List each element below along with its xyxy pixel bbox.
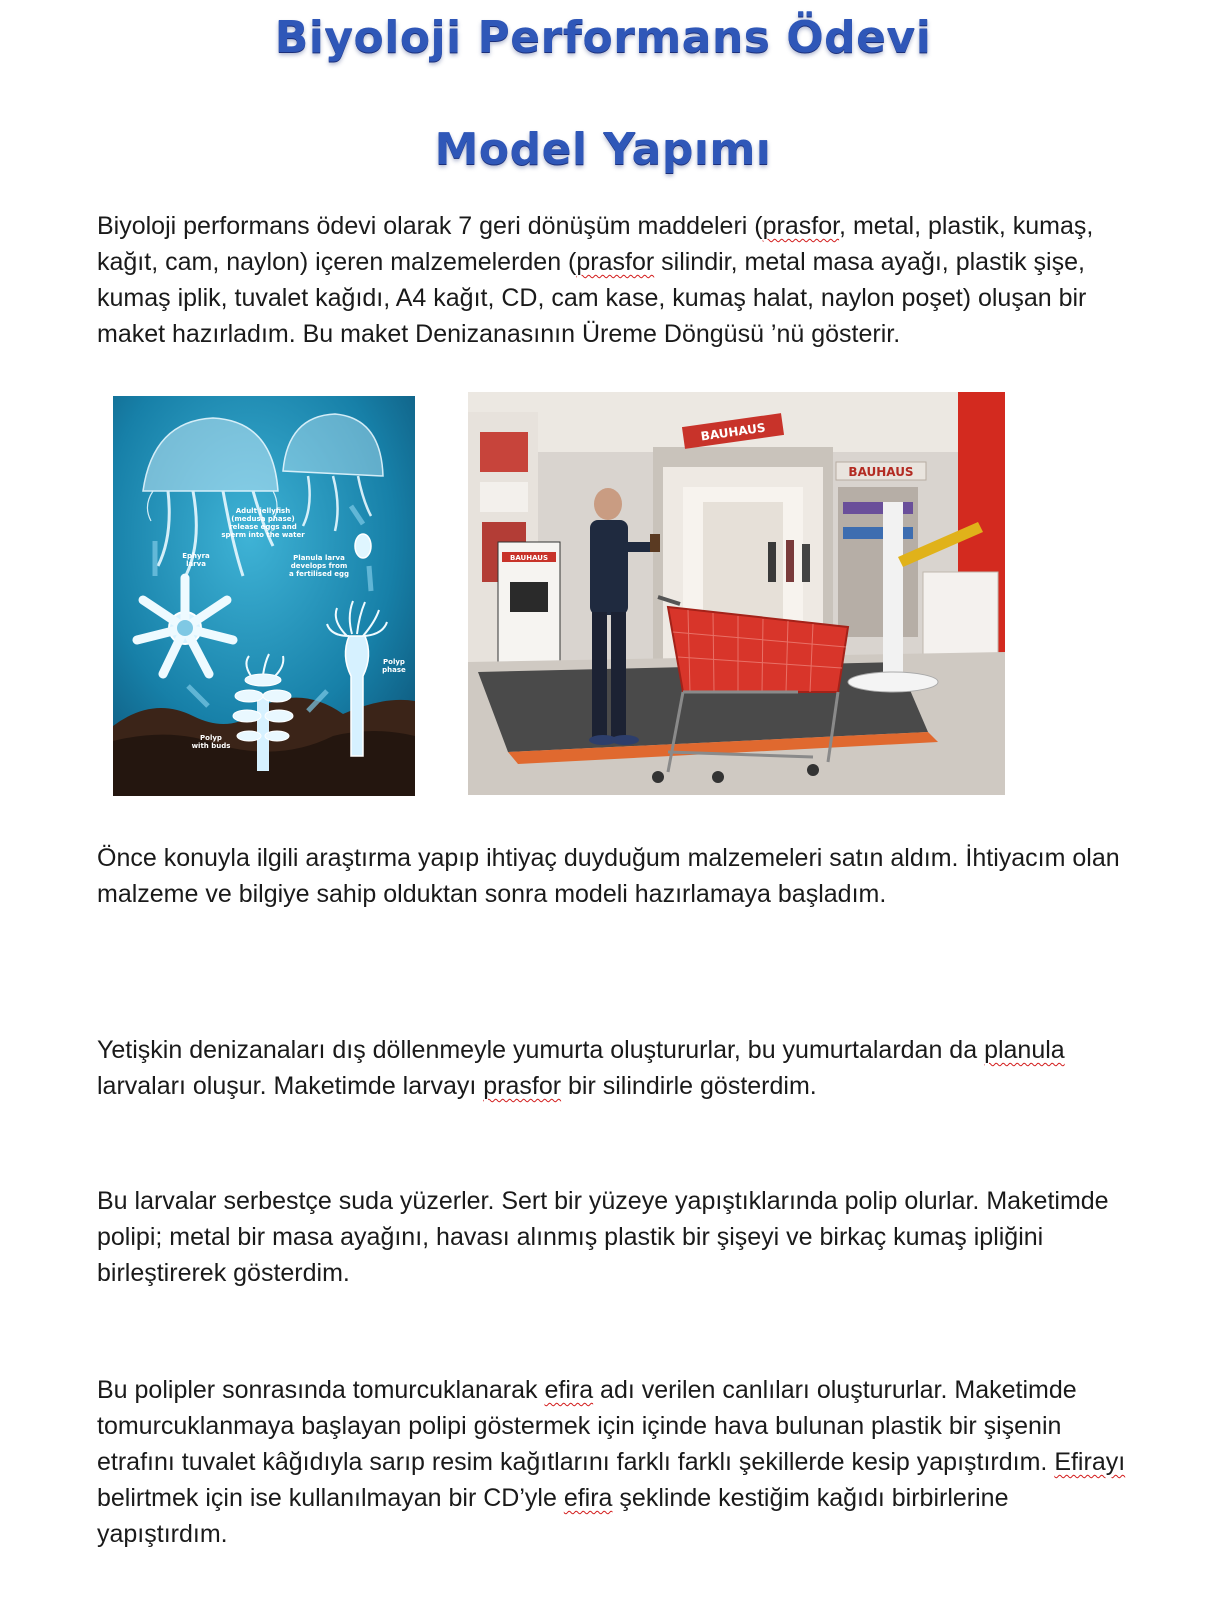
para5-text-1: Bu polipler sonrasında tomurcuklanarak	[97, 1376, 545, 1404]
label-polyp-phase-2: phase	[382, 666, 406, 674]
para5-text-2: adı verilen canlıları oluştururlar. Maketimde tomurcuklanmaya başlayan polipi göstermek için içinde hava bulunan plastik bir şişenin etrafını tuvalet kâğıdıyla sarıp resim kağıtlarını farklı farklı şekillerde kesip yapıştırdım.	[97, 1376, 1077, 1476]
misspelled-word: prasfor	[762, 212, 840, 240]
intro-text-3: silindir, metal masa ayağı, plastik şişe, kumaş iplik, tuvalet kağıdı, A4 kağıt, CD, cam kase, kumaş halat, naylon poşet) oluşan bir maket hazırladım. Bu maket Denizanasının Üreme Döngüsü ’nü gösterir.	[97, 248, 1087, 348]
label-adult-2: (medusa phase)	[231, 515, 295, 523]
para5-text-4: şeklinde kestiğim kağıdı birbirlerine yapıştırdım.	[97, 1484, 1009, 1548]
paragraph-research: Önce konuyla ilgili araştırma yapıp ihtiyaç duyduğum malzemeleri satın aldım. İhtiyacım olan malzeme ve bilgiye sahip olduktan sonra modeli hazırlamaya başladım.	[97, 844, 1120, 908]
label-ephyra-1: Ephyra	[182, 552, 210, 560]
label-adult-3: release eggs and	[229, 523, 297, 531]
para5-text-3: belirtmek için ise kullanılmayan bir CD’yle	[97, 1484, 564, 1512]
misspelled-word: efira	[563, 1484, 613, 1512]
misspelled-word: Efirayı	[1054, 1448, 1126, 1476]
label-adult-4: sperm into the water	[221, 531, 305, 539]
para3-text-1: Yetişkin denizanaları dış döllenmeyle yumurta oluştururlar, bu yumurtalardan da	[97, 1036, 985, 1064]
label-polyp-phase-1: Polyp	[383, 658, 405, 666]
document-subtitle: Model Yapımı	[434, 124, 772, 175]
label-planula-3: a fertilised egg	[288, 570, 350, 578]
para3-text-2: larvaları oluşur. Maketimde larvayı	[97, 1072, 484, 1100]
intro-text-2: , metal, plastik, kumaş, kağıt, cam, naylon) içeren malzemelerden (	[97, 212, 1094, 276]
misspelled-word: planula	[984, 1036, 1065, 1064]
jellyfish-lifecycle-diagram	[113, 396, 415, 796]
paragraph-ephyra	[97, 1372, 1137, 1552]
bauhaus-sign-board: BAUHAUS	[509, 554, 549, 562]
label-planula-2: develops from	[290, 562, 348, 570]
intro-text-1: Biyoloji performans ödevi olarak 7 geri dönüşüm maddeleri (	[97, 212, 763, 240]
bauhaus-sign-top: BAUHAUS	[699, 420, 767, 444]
bauhaus-sign-right: BAUHAUS	[848, 465, 914, 479]
store-photo	[468, 392, 1005, 795]
label-planula-1: Planula larva	[293, 554, 345, 562]
misspelled-word: prasfor	[576, 248, 655, 276]
para3-text-3: bir silindirle gösterdim.	[561, 1072, 817, 1100]
intro-paragraph	[97, 208, 1137, 352]
label-polyp-buds-1: Polyp	[200, 734, 222, 742]
label-polyp-buds-2: with buds	[191, 742, 231, 750]
label-ephyra-2: larva	[186, 560, 206, 568]
misspelled-word: efira	[544, 1376, 594, 1404]
paragraph-planula	[97, 1032, 1137, 1104]
misspelled-word: prasfor	[483, 1072, 562, 1100]
photo-svg	[468, 392, 1005, 795]
label-adult-1: Adult jellyfish	[235, 507, 291, 515]
paragraph-polyp: Bu larvalar serbestçe suda yüzerler. Sert bir yüzeye yapıştıklarında polip olurlar. Maketimde polipi; metal bir masa ayağını, havası alınmış plastik bir şişeyi ve birkaç kumaş ipliğini birleştirerek gösterdim.	[97, 1187, 1109, 1287]
diagram-svg	[113, 396, 415, 796]
document-title: Biyoloji Performans Ödevi	[274, 12, 932, 63]
